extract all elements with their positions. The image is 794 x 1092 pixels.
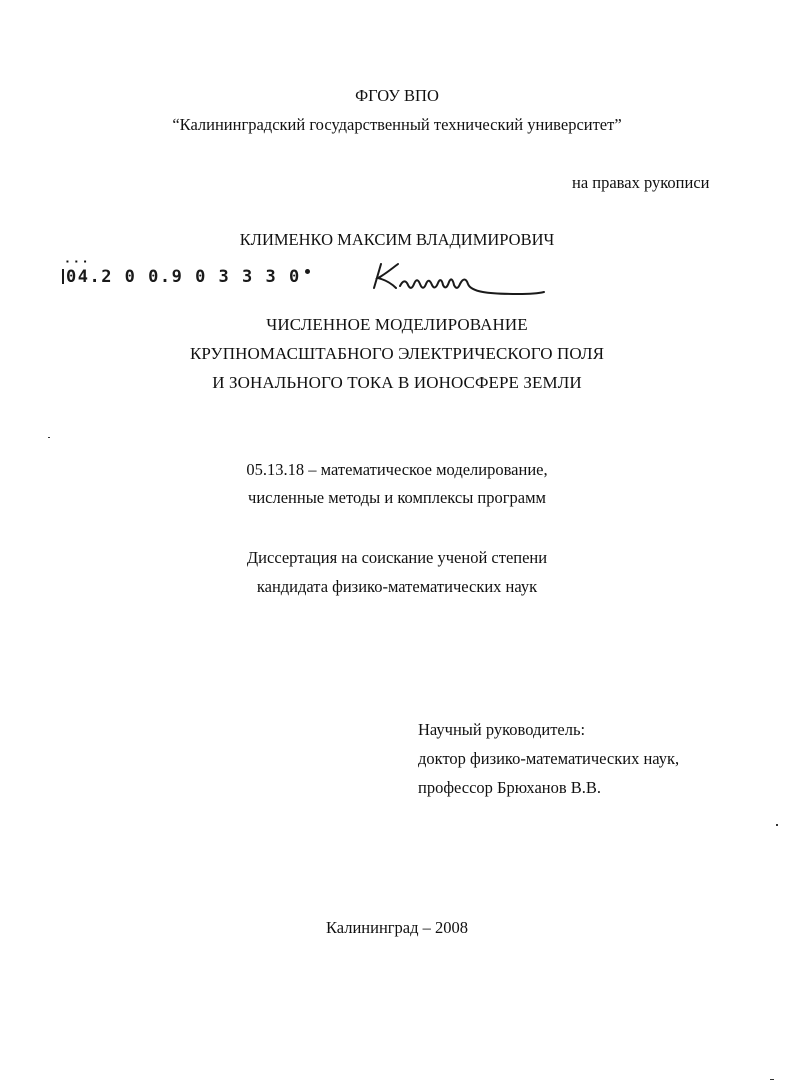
stamp-bar: [62, 269, 64, 284]
author-name: КЛИМЕНКО МАКСИМ ВЛАДИМИРОВИЧ: [239, 230, 555, 249]
degree-line-2: кандидата физико-математических наук: [256, 577, 538, 596]
supervisor-label: Научный руководитель:: [418, 720, 586, 739]
stamp-dot: [305, 269, 310, 274]
stamp-marks: ▪ ▪ ▪: [66, 257, 89, 266]
supervisor-degree: доктор физико-математических наук,: [418, 749, 680, 768]
rights-note: на правах рукописи: [572, 173, 710, 192]
specialty-line-2: численные методы и комплексы программ: [248, 488, 546, 507]
university-line: “Калининградский государственный технический университет”: [172, 115, 622, 134]
title-line-3: И ЗОНАЛЬНОГО ТОКА В ИОНОСФЕРЕ ЗЕМЛИ: [212, 373, 582, 392]
city-year: Калининград – 2008: [325, 918, 469, 937]
scan-speck: [776, 824, 778, 826]
title-line-2: КРУПНОМАСШТАБНОГО ЭЛЕКТРИЧЕСКОГО ПОЛЯ: [189, 344, 605, 363]
scan-speck: [770, 1079, 774, 1080]
supervisor-name: профессор Брюханов В.В.: [418, 778, 602, 797]
archive-stamp: [62, 267, 310, 287]
scan-speck: [48, 437, 50, 438]
handwritten-signature-icon: [368, 258, 548, 302]
organization-line: ФГОУ ВПО: [355, 86, 439, 105]
degree-line-1: Диссертация на соискание ученой степени: [246, 548, 548, 567]
title-line-1: ЧИСЛЕННОЕ МОДЕЛИРОВАНИЕ: [266, 315, 528, 334]
archive-stamp-number: 04.2 0 0.9 0 3 3 3 0: [66, 267, 301, 287]
specialty-line-1: 05.13.18 – математическое моделирование,: [246, 460, 548, 479]
